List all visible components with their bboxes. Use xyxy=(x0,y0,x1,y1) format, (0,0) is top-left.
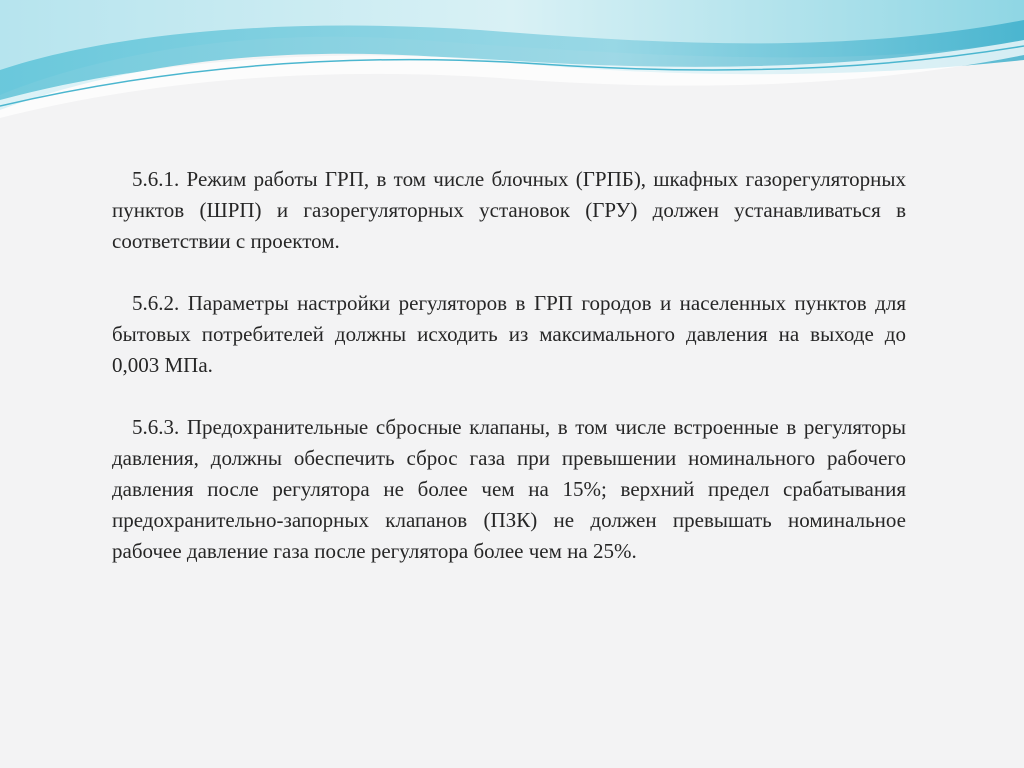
slide-body xyxy=(112,164,906,598)
paragraph-5-6-3: 5.6.3. Предохранительные сбросные клапаны, в том числе встроенные в регуляторы давления, должны обеспечить сброс газа при превышении номинального рабочего давления после регулятора не более чем на 15%; верхний предел срабатывания предохранительно-запорных клапанов (ПЗК) не должен превышать номинальное рабочее давление газа после регулятора более чем на 25%. xyxy=(112,415,906,563)
paragraph-5-6-1: 5.6.1. Режим работы ГРП, в том числе блочных (ГРПБ), шкафных газорегуляторных пунктов (ШРП) и газорегуляторных установок (ГРУ) должен устанавливаться в соответствии с проектом. xyxy=(112,167,906,253)
paragraph-5-6-2: 5.6.2. Параметры настройки регуляторов в ГРП городов и населенных пунктов для бытовых потребителей должны исходить из максимального давления на выходе до 0,003 МПа. xyxy=(112,291,906,377)
wave-header-decoration xyxy=(0,0,1024,130)
